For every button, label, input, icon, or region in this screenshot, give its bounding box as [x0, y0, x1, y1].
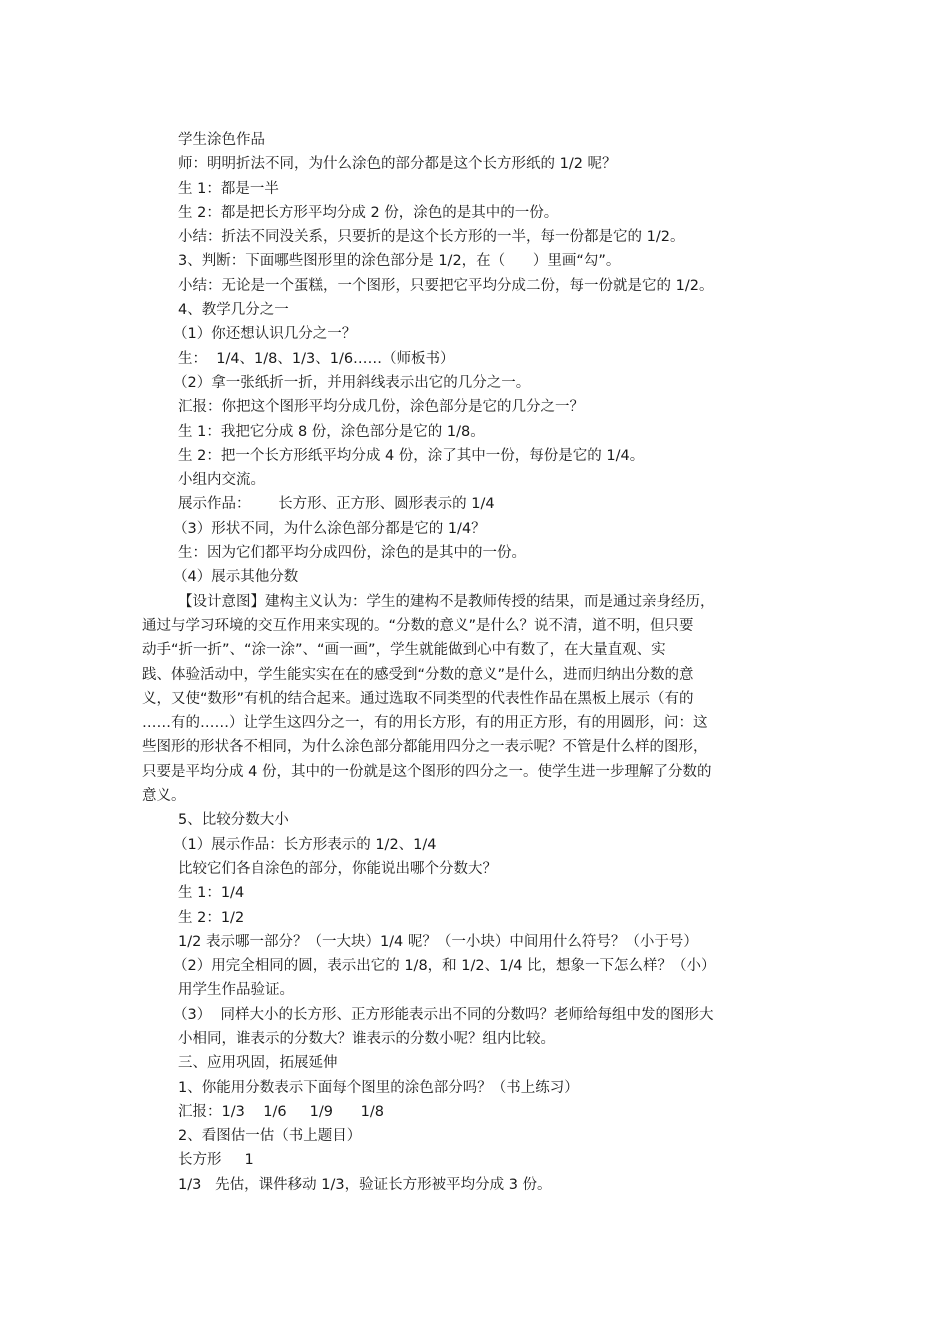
text-line: 生： 1/4、1/8、1/3、1/6……（师板书）: [178, 350, 455, 367]
text-line: 比较它们各自涂色的部分，你能说出哪个分数大？: [178, 860, 497, 877]
text-line: 2、看图估一估（书上题目）: [178, 1128, 362, 1145]
paragraph-line: 践、体验活动中，学生能实实在在的感受到“分数的意义”是什么，进而归纳出分数的意: [142, 666, 694, 683]
text-line: 汇报：你把这个图形平均分成几份，涂色部分是它的几分之一？: [178, 399, 584, 416]
text-line: （2）拿一张纸折一折，并用斜线表示出它的几分之一。: [173, 374, 531, 391]
section-heading: 5、比较分数大小: [178, 812, 289, 829]
paragraph-line: （3） 同样大小的长方形、正方形能表示出不同的分数吗？老师给每组中发的图形大: [173, 1006, 714, 1023]
paragraph-3: [142, 1003, 812, 1052]
text-line: 小结：无论是一个蛋糕，一个图形，只要把它平均分成二份，每一份就是它的 1/2。: [178, 277, 714, 294]
text-line: 生 1：1/4: [178, 885, 245, 902]
document-body: [142, 128, 812, 1197]
design-intent-paragraph: [142, 590, 812, 809]
text-line: （1）你还想认识几分之一？: [173, 326, 357, 343]
text-line: 小组内交流。: [178, 472, 265, 489]
paragraph-line: 意义。: [142, 788, 186, 805]
text-line: 1/2 表示哪一部分？（一大块）1/4 呢？（一小块）中间用什么符号？（小于号）: [178, 933, 698, 950]
section-heading: 三、应用巩固，拓展延伸: [178, 1055, 338, 1072]
text-line: 用学生作品验证。: [178, 982, 294, 999]
text-line: 小结：折法不同没关系，只要折的是这个长方形的一半，每一份都是它的 1/2。: [178, 229, 685, 246]
text-line: 生 2：把一个长方形纸平均分成 4 份，涂了其中一份，每份是它的 1/4。: [178, 447, 645, 464]
paragraph-line: 些图形的形状各不相同，为什么涂色部分都能用四分之一表示呢？不管是什么样的图形，: [142, 739, 708, 756]
text-line: （1）展示作品：长方形表示的 1/2、1/4: [173, 836, 437, 853]
paragraph-line: ……有的……）让学生这四分之一，有的用长方形，有的用正方形，有的用圆形，问：这: [142, 715, 708, 732]
text-line: 展示作品： 长方形、正方形、圆形表示的 1/4: [178, 496, 495, 513]
text-line: （4）展示其他分数: [173, 569, 299, 586]
text-line: 生 2：1/2: [178, 909, 245, 926]
text-line: 1、你能用分数表示下面每个图里的涂色部分吗？（书上练习）: [178, 1079, 579, 1096]
text-line: 生 1：我把它分成 8 份，涂色部分是它的 1/8。: [178, 423, 485, 440]
paragraph-line: 通过与学习环境的交互作用来实现的。“分数的意义”是什么？说不清，道不明，但只要: [142, 617, 694, 634]
paragraph-line: 义，又使“数形”有机的结合起来。通过选取不同类型的代表性作品在黑板上展示（有的: [142, 690, 694, 707]
paragraph-line: 小相同，谁表示的分数大？谁表示的分数小呢？组内比较。: [178, 1030, 555, 1047]
text-line: 生 2：都是把长方形平均分成 2 份，涂色的是其中的一份。: [178, 204, 559, 221]
text-line: 学生涂色作品: [178, 132, 265, 148]
paragraph-line: 只要是平均分成 4 份，其中的一份就是这个图形的四分之一。使学生进一步理解了分数的: [142, 763, 712, 780]
text-line: （3）形状不同，为什么涂色部分都是它的 1/4？: [173, 520, 486, 537]
text-line: 3、判断：下面哪些图形里的涂色部分是 1/2，在（ ）里画“勾”。: [178, 253, 621, 270]
text-line: 生：因为它们都平均分成四份，涂色的是其中的一份。: [178, 545, 526, 562]
section-heading: 4、教学几分之一: [178, 302, 289, 319]
paragraph-line: 动手“折一折”、“涂一涂”、“画一画”，学生就能做到心中有数了，在大量直观、实: [142, 642, 666, 659]
text-line: 汇报：1/3 1/6 1/9 1/8: [178, 1103, 384, 1120]
text-line: 长方形 1: [178, 1152, 254, 1169]
text-line: 生 1：都是一半: [178, 180, 279, 197]
paragraph-line: 【设计意图】建构主义认为：学生的建构不是教师传授的结果，而是通过亲身经历，: [178, 593, 715, 610]
text-line: 师：明明折法不同，为什么涂色的部分都是这个长方形纸的 1/2 呢？: [178, 156, 617, 173]
text-line: 1/3 先估，课件移动 1/3，验证长方形被平均分成 3 份。: [178, 1176, 552, 1193]
text-line: （2）用完全相同的圆，表示出它的 1/8，和 1/2、1/4 比，想象一下怎么样？（小）: [173, 958, 716, 975]
